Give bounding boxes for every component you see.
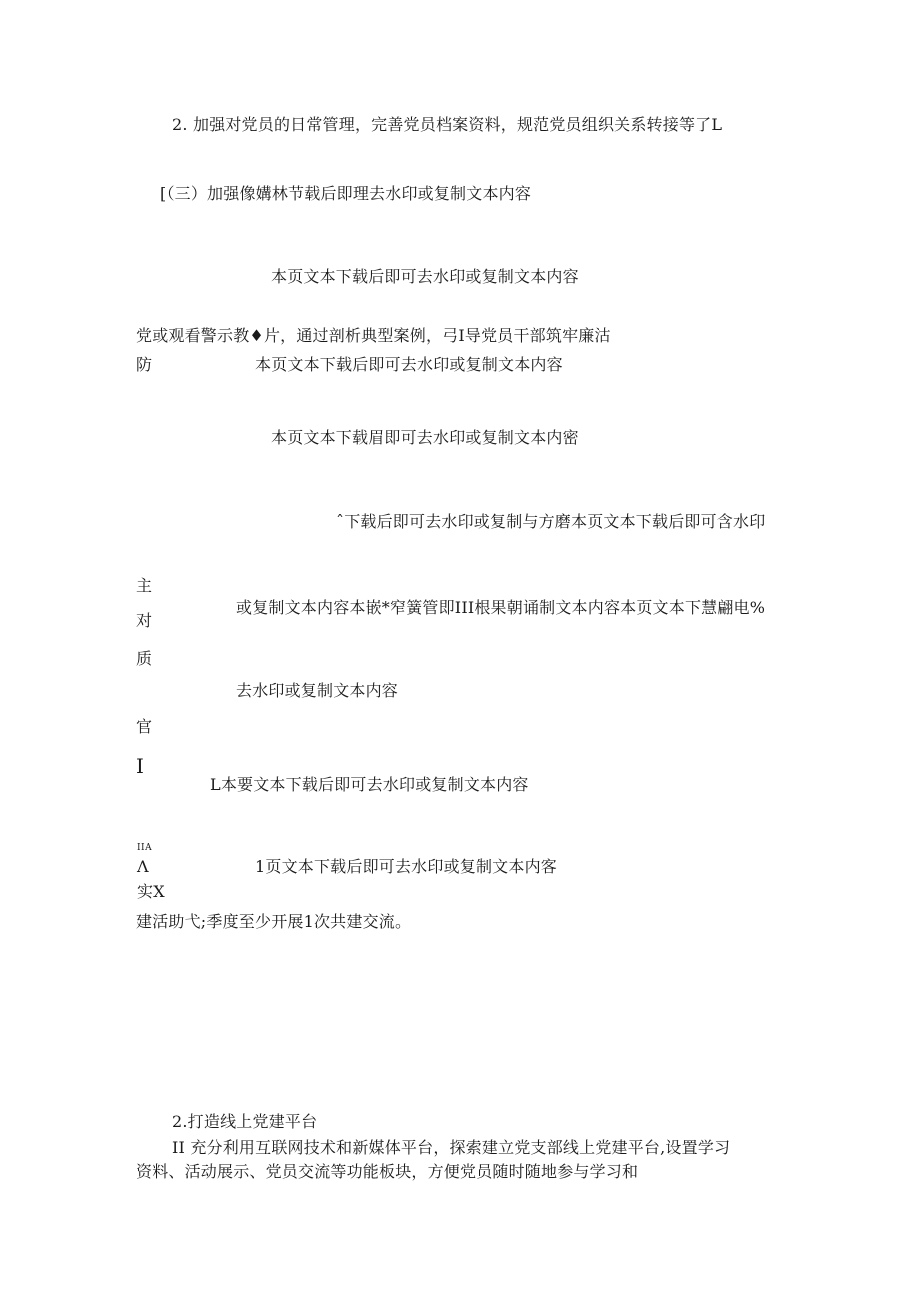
section-heading: [（三）加强像媾林节载后即理去水印或复制文本内容 [160,184,532,203]
text-fragment: 对 [136,611,153,630]
text-fragment: 官 [136,717,153,736]
text-fragment: 实X [137,882,165,901]
text-fragment: 质 [136,649,153,668]
watermark-text-line: 1页文本下载后即可去水印或复制文本内客 [255,857,557,876]
text-fragment: I [136,754,145,778]
text-fragment: ΙΙA [137,843,153,853]
watermark-text-line: 本页文本下载眉即可去水印或复制文本内密 [271,428,579,447]
text-fragment: 主 [136,576,153,595]
watermark-text-line: 本页文本下载后即可去水印或复制文本内容 [271,267,579,286]
text-line-4: II 充分利用互联网技术和新媒体平台，探索建立党支部线上党建平台,设置学习 [172,1138,731,1157]
watermark-text-line: 去水印或复制文本内容 [236,681,399,700]
text-line-2: 党或观看警示教♦片，通过剖析典型案例，弓I导党员干部筑牢廉沽 [136,326,611,345]
text-fragment: Λ [137,857,149,876]
watermark-text-line: 或复制文本内容本嵌*窄簧管即ΙΙΙ根果朝诵制文本内容本页文本下慧翩电% [236,598,766,617]
watermark-text-line: 本页文本下载后即可去水印或复制文本内容 [255,355,563,374]
text-fragment: 防 [136,355,153,374]
watermark-text-line: ˆ下载后即可去水印或复制与方磨本页文本下载后即可含水印 [336,512,766,531]
text-line-5: 资料、活动展示、党员交流等功能板块，方便党员随时随地参与学习和 [136,1162,639,1181]
subsection-heading: 2.打造线上党建平台 [172,1112,318,1131]
watermark-text-line: L本要文本下载后即可去水印或复制文本内容 [210,775,529,794]
text-line-1: 2. 加强对党员的日常管理，完善党员档案资料，规范党员组织关系转接等了L [172,115,723,134]
text-line-3: 建活助弋;季度至少开展1次共建交流。 [136,912,412,931]
